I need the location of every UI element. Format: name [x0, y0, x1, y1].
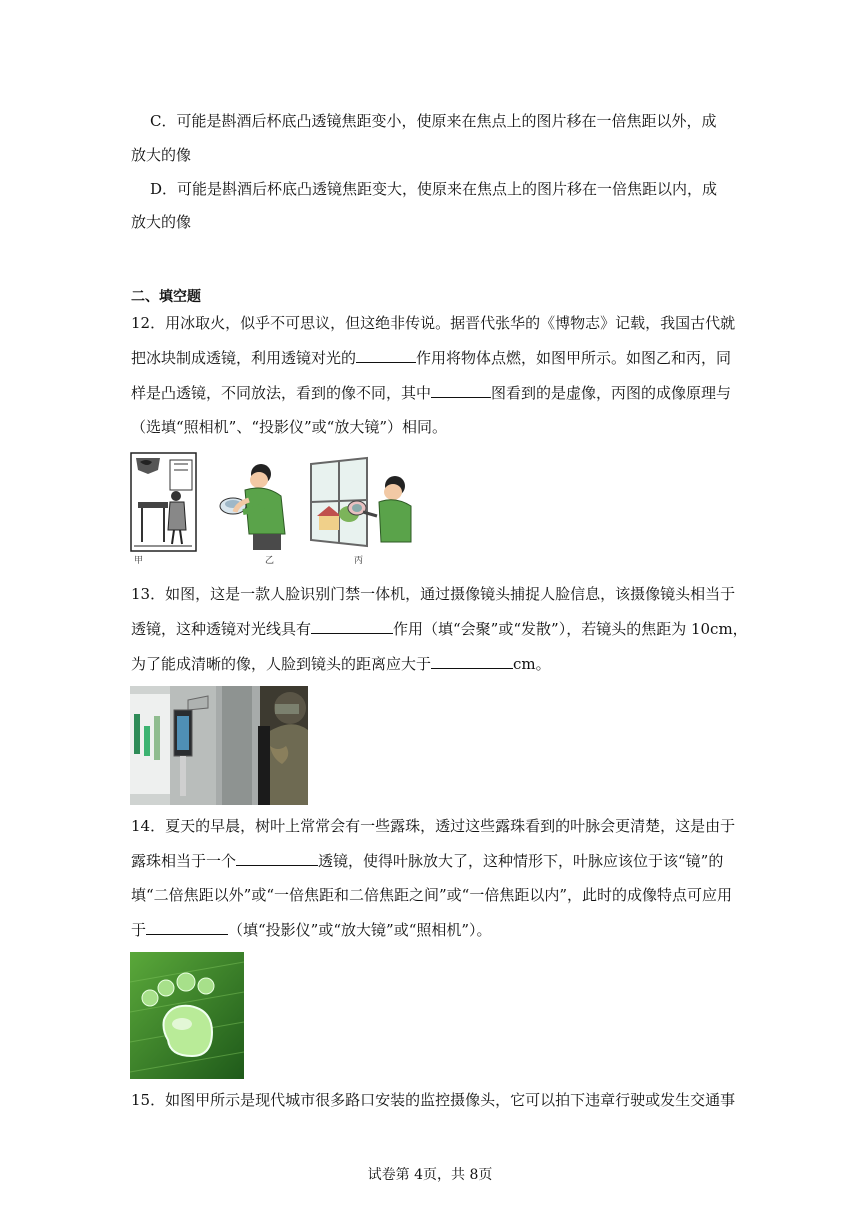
- figure-yi-illustration: [215, 460, 295, 552]
- option-c-line2: 放大的像: [131, 146, 192, 164]
- q12-text-d: 图看到的是虚像，丙图的成像原理与: [491, 384, 732, 402]
- q13-line1: 13．如图，这是一款人脸识别门禁一体机，通过摄像镜头捕捉人脸信息，该摄像镜头相当于: [131, 585, 736, 603]
- q14-text-b: 透镜，使得叶脉放大了，这种情形下，叶脉应该位于该“镜”的: [318, 852, 724, 870]
- q14-line3: 填“二倍焦距以外”或“一倍焦距和二倍焦距之间”或“一倍焦距以内”，此时的成像特点可应用: [131, 886, 733, 904]
- q12-text-c: 样是凸透镜，不同放法，看到的像不同，其中: [131, 384, 432, 402]
- page-footer: 试卷第 4页，共 8页: [367, 1167, 493, 1183]
- q13-line2: [131, 619, 748, 639]
- q14-line4: [131, 920, 731, 940]
- section-title: 二、填空题: [131, 289, 201, 305]
- q14-text-a: 露珠相当于一个: [131, 852, 237, 870]
- face-recognition-photo: [130, 686, 308, 805]
- option-d-line2: 放大的像: [131, 213, 192, 231]
- option-c-line1: C．可能是斟酒后杯底凸透镜焦距变小，使原来在焦点上的图片移在一倍焦距以外，成: [150, 112, 717, 130]
- q13-text-d: cm。: [513, 655, 551, 673]
- q13-blank-1[interactable]: [311, 619, 393, 634]
- figure-jia-illustration: [130, 452, 197, 552]
- q12-line3: [131, 383, 731, 403]
- q13-blank-2[interactable]: [431, 654, 513, 669]
- q13-text-c: 为了能成清晰的像，人脸到镜头的距离应大于: [131, 655, 432, 673]
- q13-line3: [131, 654, 731, 674]
- q12-line2: [131, 348, 731, 368]
- figure-bing-illustration: [307, 456, 417, 552]
- q14-text-d: （填“投影仪”或“放大镜”或“照相机”）。: [228, 921, 492, 939]
- caption-bing: 丙: [354, 556, 364, 566]
- q14-line1: 14．夏天的早晨，树叶上常常会有一些露珠，透过这些露珠看到的叶脉会更清楚，这是由于: [131, 817, 736, 835]
- q14-line2: [131, 851, 731, 871]
- caption-yi: 乙: [265, 556, 275, 566]
- q12-text-a: 把冰块制成透镜，利用透镜对光的: [131, 349, 357, 367]
- q12-line1: 12．用冰取火，似乎不可思议，但这绝非传说。据晋代张华的《博物志》记载，我国古代就: [131, 314, 736, 332]
- dew-drops-photo: [130, 952, 244, 1079]
- q13-text-b: 作用（填“会聚”或“发散”），若镜头的焦距为 10cm，: [393, 620, 748, 638]
- q12-line4: （选填“照相机”、“投影仪”或“放大镜”）相同。: [131, 418, 448, 436]
- q12-blank-2[interactable]: [431, 383, 491, 398]
- q14-text-c: 于: [131, 921, 147, 939]
- q12-blank-1[interactable]: [356, 348, 416, 363]
- q14-blank-1[interactable]: [236, 851, 318, 866]
- q14-blank-2[interactable]: [146, 920, 228, 935]
- q15-line1: 15．如图甲所示是现代城市很多路口安装的监控摄像头，它可以拍下违章行驶或发生交通事: [131, 1091, 736, 1109]
- option-d-line1: D．可能是斟酒后杯底凸透镜焦距变大，使原来在焦点上的图片移在一倍焦距以内，成: [150, 180, 718, 198]
- q12-text-b: 作用将物体点燃，如图甲所示。如图乙和丙，同: [416, 349, 732, 367]
- caption-jia: 甲: [134, 556, 144, 566]
- q13-text-a: 透镜，这种透镜对光线具有: [131, 620, 312, 638]
